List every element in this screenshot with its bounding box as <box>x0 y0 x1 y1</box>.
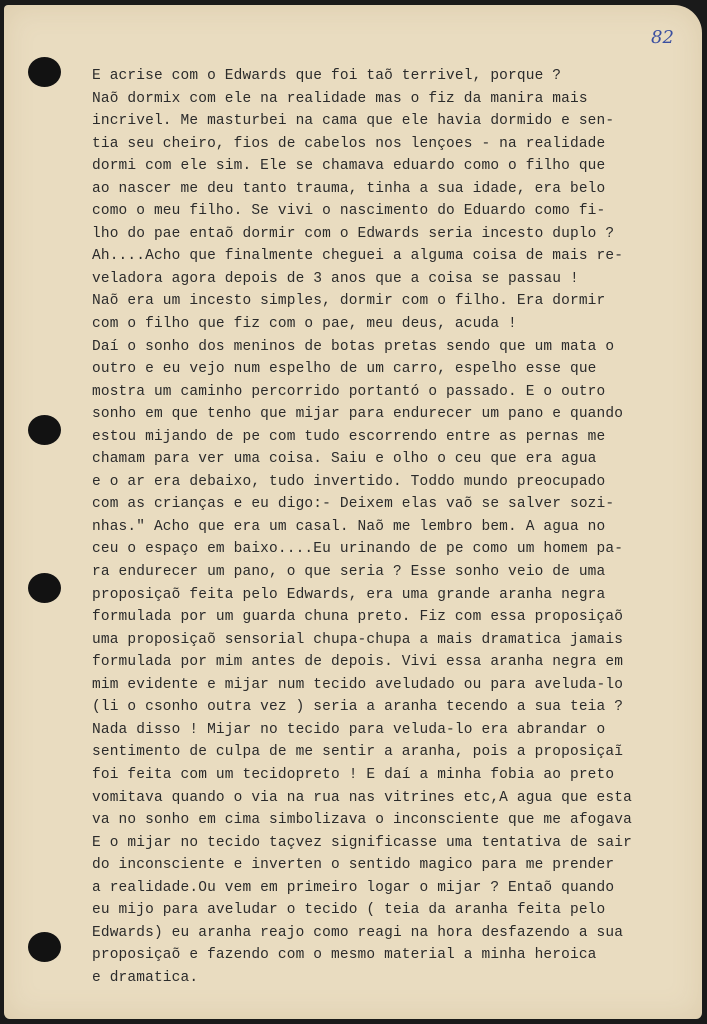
binder-hole <box>28 573 61 603</box>
text-line: mostra um caminho percorrido portantó o passado. E o outro <box>92 383 606 400</box>
text-line: sentimento de culpa de me sentir a aranha, pois a proposiçaĩ <box>92 744 624 761</box>
text-line: mim evidente e mijar num tecido aveludado ou para aveluda-lo <box>92 676 624 693</box>
text-line: nhas." Acho que era um casal. Naõ me lembro bem. A agua no <box>92 518 606 535</box>
text-line: Nada disso ! Mijar no tecido para veluda-lo era abrandar o <box>92 721 606 738</box>
text-line: como o meu filho. Se vivi o nascimento do Eduardo como fi- <box>92 203 606 220</box>
text-line: lho do pae entaõ dormir com o Edwards seria incesto duplo ? <box>92 225 615 242</box>
text-line: Edwards) eu aranha reajo como reagi na hora desfazendo a sua <box>92 924 624 941</box>
text-line: formulada por um guarda chuna preto. Fiz com essa proposiçaõ <box>92 609 624 626</box>
text-line: dormi com ele sim. Ele se chamava eduardo como o filho que <box>92 158 606 175</box>
text-line: ao nascer me deu tanto trauma, tinha a sua idade, era belo <box>92 180 606 197</box>
text-line: sonho em que tenho que mijar para endurecer um pano e quando <box>92 406 624 423</box>
text-line: tia seu cheiro, fios de cabelos nos lençoes - na realidade <box>92 135 606 152</box>
text-line: Naõ dormix com ele na realidade mas o fiz da manira mais <box>92 90 588 107</box>
text-line: estou mijando de pe com tudo escorrendo entre as pernas me <box>92 428 606 445</box>
binder-hole <box>28 415 61 445</box>
text-line: formulada por mim antes de depois. Vivi essa aranha negra em <box>92 654 624 671</box>
text-line: do inconsciente e inverten o sentido magico para me prender <box>92 857 615 874</box>
text-line: vomitava quando o via na rua nas vitrines etc,A agua que esta <box>92 789 632 806</box>
text-line: uma proposiçaõ sensorial chupa-chupa a mais dramatica jamais <box>92 631 624 648</box>
binder-hole <box>28 57 61 87</box>
text-line: veladora agora depois de 3 anos que a coisa se passau ! <box>92 270 579 287</box>
binder-hole <box>28 932 61 962</box>
text-line: com o filho que fiz com o pae, meu deus, acuda ! <box>92 316 517 333</box>
text-line: Naõ era um incesto simples, dormir com o filho. Era dormir <box>92 293 606 310</box>
text-line: chamam para ver uma coisa. Saiu e olho o ceu que era agua <box>92 451 597 468</box>
text-line: com as crianças e eu digo:- Deixem elas vaõ se salver sozi- <box>92 496 615 513</box>
text-line: proposiçaõ feita pelo Edwards, era uma grande aranha negra <box>92 586 606 603</box>
text-line: foi feita com um tecidopreto ! E daí a minha fobia ao preto <box>92 766 615 783</box>
text-line: eu mijo para aveludar o tecido ( teia da aranha feita pelo <box>92 902 606 919</box>
text-line: outro e eu vejo num espelho de um carro, espelho esse que <box>92 361 597 378</box>
page-number: 82 <box>651 27 674 48</box>
text-line: E o mijar no tecido taçvez significasse uma tentativa de sair <box>92 834 632 851</box>
text-line: e dramatica. <box>92 969 199 986</box>
text-line: e o ar era debaixo, tudo invertido. Toddo mundo preocupado <box>92 473 606 490</box>
text-line: E acrise com o Edwards que foi taõ terrivel, porque ? <box>92 68 562 84</box>
text-line: Ah....Acho que finalmente cheguei a alguma coisa de mais re- <box>92 248 624 265</box>
text-line: ra endurecer um pano, o que seria ? Esse sonho veio de uma <box>92 564 606 581</box>
text-line: va no sonho em cima simbolizava o inconsciente que me afogava <box>92 812 632 829</box>
text-line: (li o csonho outra vez ) seria a aranha tecendo a sua teia ? <box>92 699 624 716</box>
text-line: proposiçaõ e fazendo com o mesmo material a minha heroica <box>92 947 597 964</box>
text-line: ceu o espaço em baixo....Eu urinando de pe como um homem pa- <box>92 541 624 558</box>
text-line: Daí o sonho dos meninos de botas pretas sendo que um mata o <box>92 338 615 355</box>
text-line: a realidade.Ou vem em primeiro logar o mijar ? Entaõ quando <box>92 879 615 896</box>
text-line: incrivel. Me masturbei na cama que ele havia dormido e sen- <box>92 113 615 130</box>
typewritten-page <box>4 5 702 1019</box>
typewritten-text <box>92 65 702 989</box>
